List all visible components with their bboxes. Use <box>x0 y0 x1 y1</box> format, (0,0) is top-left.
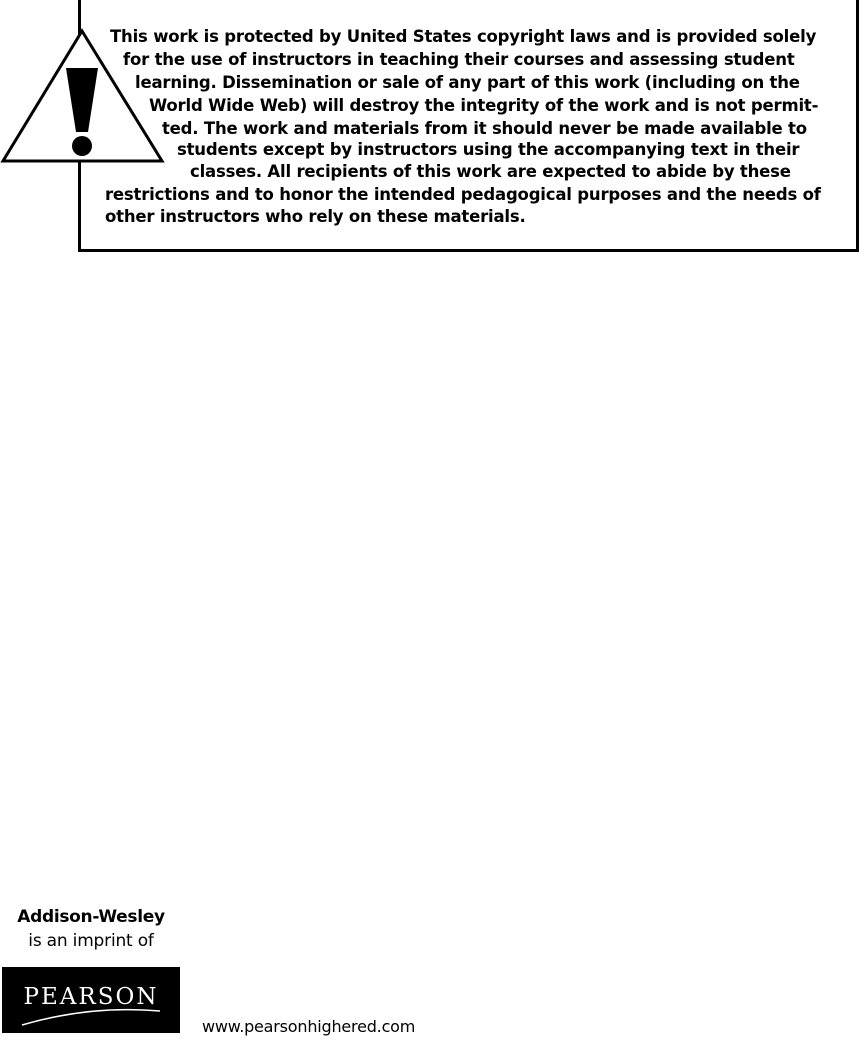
notice-line: ted. The work and materials from it should never be made available to <box>162 119 807 138</box>
warning-triangle-icon <box>0 28 165 164</box>
notice-line: students except by instructors using the accompanying text in their <box>177 140 800 159</box>
notice-line: learning. Dissemination or sale of any part of this work (including on the <box>135 73 800 92</box>
notice-line: World Wide Web) will destroy the integrity of the work and is not permit- <box>149 96 819 115</box>
notice-line: for the use of instructors in teaching their courses and assessing student <box>123 50 795 69</box>
pearson-logo-text: PEARSON <box>23 984 159 1010</box>
notice-line: other instructors who rely on these materials. <box>105 207 526 226</box>
publisher-name: Addison-Wesley <box>17 907 165 927</box>
notice-line: restrictions and to honor the intended pedagogical purposes and the needs of <box>105 185 821 204</box>
pearson-logo <box>2 967 180 1033</box>
notice-line: This work is protected by United States copyright laws and is provided solely <box>110 27 817 46</box>
imprint-text: is an imprint of <box>28 931 154 951</box>
logo-swoosh-icon <box>20 1007 162 1027</box>
notice-line: classes. All recipients of this work are expected to abide by these <box>190 162 791 181</box>
website-url: www.pearsonhighered.com <box>202 1017 416 1036</box>
